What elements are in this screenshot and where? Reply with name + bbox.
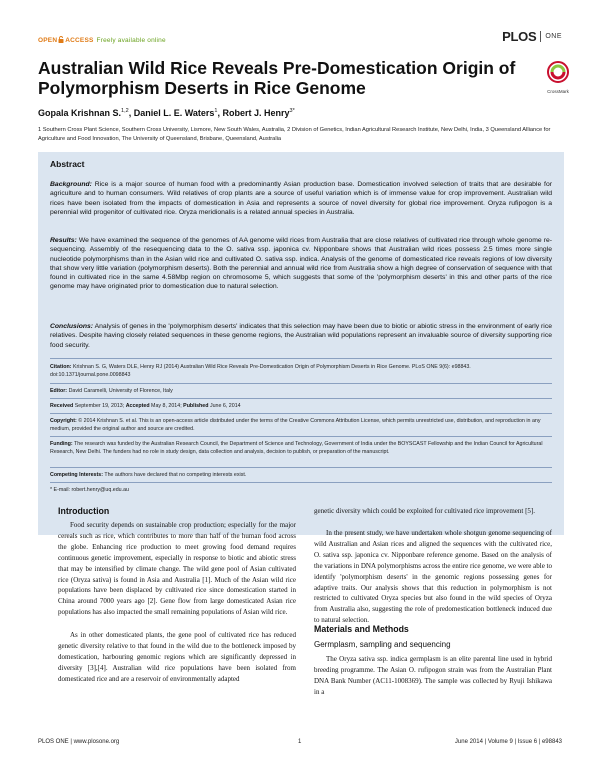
access-label: ACCESS <box>65 37 94 44</box>
editor-label: Editor: <box>50 388 68 394</box>
one-wordmark: ONE <box>545 32 562 40</box>
right-paragraph-2: In the present study, we have undertaken whole shotgun genome sequencing of wild Australian and Asian rices and aligned the sequences with the cultivated rice, O. sativa ssp. japonica cv. Nipponbare reference genome. Based on the analysis of the variations in DNA polymorphisms across the entire rice genome, we were able to identify 'polymorphism deserts' in the genomic regions possessing genes for adaptive traits. Our analysis shows that this reduction in polymorphism is not restricted to cultivated Oryza species but also found in the wild species of Oryza from Australia also, suggesting the role of predomestication bottleneck induced due to natural selection. <box>314 529 552 625</box>
intro-paragraph-1: Food security depends on sustainable crop production; especially for the major cereals such as rice, which contributes to more than half of the human food across the globe. Enhancing rice production to meet growing food demand requires continuous genetic improvement, especially in response to biotic and abiotic stress that may be intensified by climate change. The wild gene pool of Asian cultivated rice (Oryza sativa) is found in Asia and Australia [1]. Much of the Asian wild rice populations have been displaced by cultivated rice since domestication started in China around 7000 years ago [2]. Gene flow from large domesticated Asian rice populations has also impacted the small remaining populations of Asian wild rice. <box>58 521 296 617</box>
competing-interests <box>50 472 552 480</box>
competing-text: The authors have declared that no competing interests exist. <box>104 472 247 478</box>
abstract-divider <box>50 358 552 359</box>
plos-wordmark: PLOS <box>502 28 537 44</box>
crossmark-badge[interactable] <box>547 60 569 94</box>
editor <box>50 388 552 396</box>
footer-issue: June 2014 | Volume 9 | Issue 6 | e98843 <box>454 739 562 745</box>
citation-text: Krishnan S. G, Waters DLE, Henry RJ (2014) Australian Wild Rice Reveals Pre-Domestication Origin of Polymorphism Deserts in Rice Genome. PLoS ONE 9(6): e98843. doi:10.1371/journal.pone.0098843 <box>50 364 471 378</box>
right-paragraph-1: genetic diversity which could be exploited for cultivated rice improvement [5]. <box>314 507 536 515</box>
open-lock-icon <box>58 36 64 43</box>
published-date: June 6, 2014 <box>209 403 241 409</box>
published-label: Published <box>183 403 209 409</box>
author-name[interactable]: Robert J. Henry <box>222 108 290 118</box>
abstract-heading: Abstract <box>50 159 85 169</box>
intro-paragraph-2: As in other domesticated plants, the gene pool of cultivated rice has reduced genetic diversity relative to that found in the wild due to the bottleneck imposed by domestication, harbouring genomic regions which are significantly depressed in diversity [3],[4]. Australian wild rice populations have been isolated from domesticated rice and are a reservoir of environmentally adapted <box>58 631 296 683</box>
author-list <box>38 108 295 118</box>
abstract-results <box>50 236 552 292</box>
accepted-date: May 8, 2014; <box>151 403 182 409</box>
meta-divider <box>50 467 552 468</box>
author-separator: , <box>217 108 223 118</box>
meta-divider <box>50 383 552 384</box>
funding <box>50 441 552 456</box>
page-number: 1 <box>298 739 302 745</box>
germplasm-subheading: Germplasm, sampling and sequencing <box>314 640 451 649</box>
results-text: We have examined the sequence of the genomes of AA genome wild rices from Australia that are close relatives of cultivated rice through whole genome re-sequencing. Assembly of the resequencing data to the O. sativa ssp. japonica cv. Nipponbare shows that Australian wild rices possess 2.5 times more single nucleotide polymorphisms than in the Asian wild rice and cultivated O. sativa ssp. indica. Analysis of the genome of domesticated rice reveals regions of low diversity that show very little variation (polymorphism deserts). Both the perennial and annual wild rice from Australia show a high degree of conservation of sequence with that found in cultivated rice in the same 4.58Mbp region on chromosome 5, which suggests that some of the 'polymorphism deserts' in this and other parts of the rice genome may have originated prior to domestication due to natural selection. <box>50 237 553 291</box>
conclusions-text: Analysis of genes in the 'polymorphism deserts' indicates that this selection may have been due to biotic or abiotic stress in the environment of early rice relatives. Despite having closely related sequences in these genome regions, the Australian wild populations represent an invaluable source of diversity supporting rice food security. <box>50 323 552 349</box>
competing-label: Competing Interests: <box>50 472 103 478</box>
article-title: Australian Wild Rice Reveals Pre-Domestication Origin of Polymorphism Deserts in Rice Genome <box>38 58 516 98</box>
meta-divider <box>50 436 552 437</box>
citation-label: Citation: <box>50 364 72 370</box>
meta-divider <box>50 398 552 399</box>
author-affiliation-ref: 3* <box>289 108 295 114</box>
abstract-conclusions <box>50 322 552 350</box>
author-separator: , <box>128 108 134 118</box>
abstract-background <box>50 180 552 217</box>
methods-paragraph-1: The Oryza sativa ssp. indica germplasm is an elite parental line used in hybrid breeding programme. The Asian O. rufipogon strain was from the Australian Plant DNA Bank Number (AC11-1008369). The sample was collected by Ryuji Ishikawa in a <box>314 655 552 696</box>
received-label: Received <box>50 403 74 409</box>
copyright-text: © 2014 Krishnan S. et al. This is an open-access article distributed under the terms of the Creative Commons Attribution License, which permits unrestricted use, distribution, and reproduction in any medium, provided the original author and source are credited. <box>50 418 541 432</box>
author-affiliation-ref: 1 <box>214 108 218 114</box>
received-date: September 19, 2013; <box>74 403 125 409</box>
crossmark-icon <box>547 60 569 84</box>
methods-heading: Materials and Methods <box>314 624 409 634</box>
dates <box>50 403 552 411</box>
open-label: OPEN <box>38 37 58 44</box>
introduction-heading: Introduction <box>58 506 110 516</box>
author-affiliation-ref: 1,2 <box>121 108 129 114</box>
meta-divider <box>50 482 552 483</box>
author-name[interactable]: Daniel L. E. Waters <box>133 108 215 118</box>
plos-one-logo <box>502 29 562 43</box>
background-text: Rice is a major source of human food with a predominantly Asian production base. Domestication involved selection of traits that are desirable for agriculture and to human consumers. Wild relatives of crop plants are a source of useful variation which is of immense value for crop improvement. Australian wild rices have been isolated from the impacts of domestication in Asia and represents a source of novel diversity for global rice improvement. Oryza rufipogon is a perennial wild progenitor of cultivated rice. Oryza meridionalis is a related annual species in Australia. <box>50 181 552 216</box>
logo-separator <box>540 31 541 42</box>
copyright <box>50 418 552 433</box>
background-label: Background: <box>50 181 92 188</box>
freely-available-label: Freely available online <box>96 37 166 44</box>
accepted-label: Accepted <box>125 403 150 409</box>
editor-text: David Caramelli, University of Florence, Italy <box>68 388 173 394</box>
open-access-banner <box>38 36 166 44</box>
funding-text: The research was funded by the Australian Research Council, the Department of Science and Technology, Government of India under the BOYSCAST Fellowship and the Indian Council for Agricultural Research, New Delhi. The funders had no role in study design, data collection and analysis, decision to publish, or preparation of the manuscript. <box>50 441 543 455</box>
corresponding-email[interactable]: * E-mail: robert.henry@uq.edu.au <box>50 487 129 493</box>
citation <box>50 364 552 379</box>
crossmark-label: CrossMark <box>547 89 569 94</box>
meta-divider <box>50 413 552 414</box>
results-label: Results: <box>50 237 77 244</box>
author-name[interactable]: Gopala Krishnan S. <box>38 108 122 118</box>
copyright-label: Copyright: <box>50 418 77 424</box>
funding-label: Funding: <box>50 441 73 447</box>
conclusions-label: Conclusions: <box>50 323 94 330</box>
footer-journal[interactable]: PLOS ONE | www.plosone.org <box>38 739 120 745</box>
affiliations: 1 Southern Cross Plant Science, Southern Cross University, Lismore, New South Wales, Australia, 2 Division of Genetics, Indian Agricultural Research Institute, New Delhi, India, 3 Queensland Alliance for Agriculture and Food Innovation, The University of Queensland, Brisbane, Queensland, Australia <box>38 127 551 142</box>
